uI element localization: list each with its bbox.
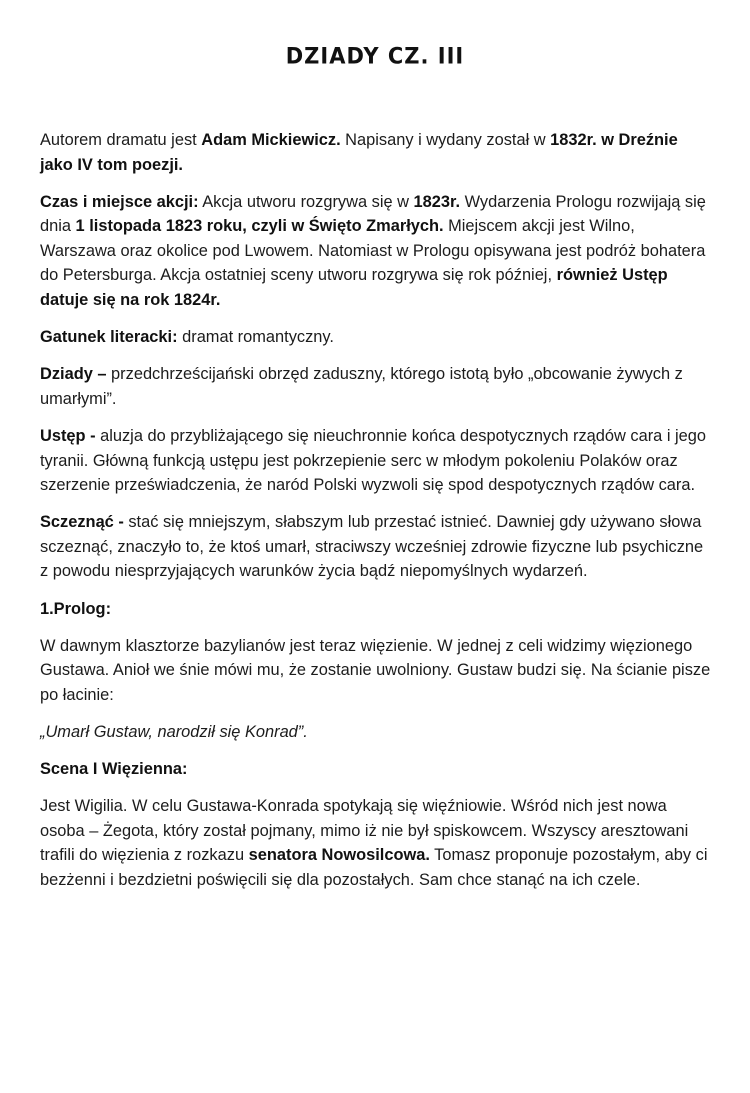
text: Autorem dramatu jest	[40, 131, 202, 149]
paragraph	[40, 424, 712, 498]
bold-text: Ustęp -	[40, 426, 96, 445]
text: Akcja utworu rozgrywa się w	[198, 192, 414, 211]
bold-text: senatora Nowosilcowa.	[248, 846, 430, 865]
bold-text: Gatunek literacki:	[40, 328, 178, 347]
paragraph	[40, 325, 712, 350]
paragraph	[40, 794, 712, 892]
document-body	[40, 128, 712, 905]
text: Miejscem akcji jest Wilno, Warszawa oraz okolice pod Lwowem. Natomiast w Prologu opisywana jest podróż bohatera do Petersburga. Akcja ostatniej sceny utworu rozgrywa się rok później,	[40, 217, 706, 285]
paragraph	[40, 720, 712, 745]
text: stać się mniejszym, słabszym lub przestać istnieć. Dawniej gdy używano słowa sczeznąć, znaczyło to, że ktoś umarł, straciwszy wcześniej zdrowie fizyczne lub psychiczne z powodu niesprzyjających warunków życia bądź niepomyślnych wydarzeń.	[40, 513, 704, 581]
text: Wydarzenia Prologu rozwijają się dnia	[40, 192, 706, 236]
bold-text: Czas i miejsce akcji:	[40, 192, 199, 211]
document-title: DZIADY CZ. III	[285, 43, 465, 69]
bold-text: Adam Mickiewicz.	[201, 131, 341, 149]
paragraph	[40, 757, 712, 782]
bold-text: 1823r.	[413, 192, 461, 211]
text: Napisany i wydany został w	[340, 131, 551, 149]
bold-text: Dziady –	[40, 365, 107, 384]
paragraph	[40, 634, 712, 708]
italic-text: „Umarł Gustaw, narodził się Konrad”.	[40, 722, 308, 741]
paragraph	[40, 597, 712, 622]
text: dramat romantyczny.	[177, 328, 334, 347]
bold-text: 1.Prolog:	[40, 599, 112, 618]
text: Jest Wigilia. W celu Gustawa-Konrada spotykają się więźniowie. Wśród nich jest nowa osoba – Żegota, który został pojmany, mimo iż nie był spiskowcem. Wszyscy aresztowani trafili do więzienia z rozkazu	[40, 797, 689, 865]
bold-text: Sczeznąć -	[40, 513, 124, 532]
bold-text: 1832r. w Dreźnie jako IV tom poezji.	[40, 131, 678, 174]
bold-text: Scena I Więzienna:	[40, 759, 188, 778]
paragraph	[40, 190, 712, 313]
bold-text: również Ustęp datuje się na rok 1824r.	[40, 266, 668, 310]
paragraph	[40, 362, 712, 411]
bold-text: 1 listopada 1823 roku, czyli w Święto Zmarłych.	[75, 217, 444, 236]
text: Tomasz proponuje pozostałym, aby ci bezżenni i bezdzietni poświęcili się dla pozostałych. Sam chce stanąć na ich czele.	[40, 846, 708, 889]
paragraph	[40, 128, 712, 177]
paragraph	[40, 510, 712, 584]
text: W dawnym klasztorze bazylianów jest teraz więzienie. W jednej z celi widzimy więzionego Gustawa. Anioł we śnie mówi mu, że zostanie uwolniony. Gustaw budzi się. Na ścianie pisze po łacinie:	[40, 636, 711, 704]
text: aluzja do przybliżającego się nieuchronnie końca despotycznych rządów cara i jego tyranii. Główną funkcją ustępu jest pokrzepienie serc w młodym pokoleniu Polaków oraz szerzenie przeświadczenia, że naród Polski wyzwoli się spod despotycznych rządów cara.	[40, 426, 707, 495]
text: przedchrześcijański obrzęd zaduszny, którego istotą było „obcowanie żywych z umarłymi”.	[40, 365, 683, 408]
